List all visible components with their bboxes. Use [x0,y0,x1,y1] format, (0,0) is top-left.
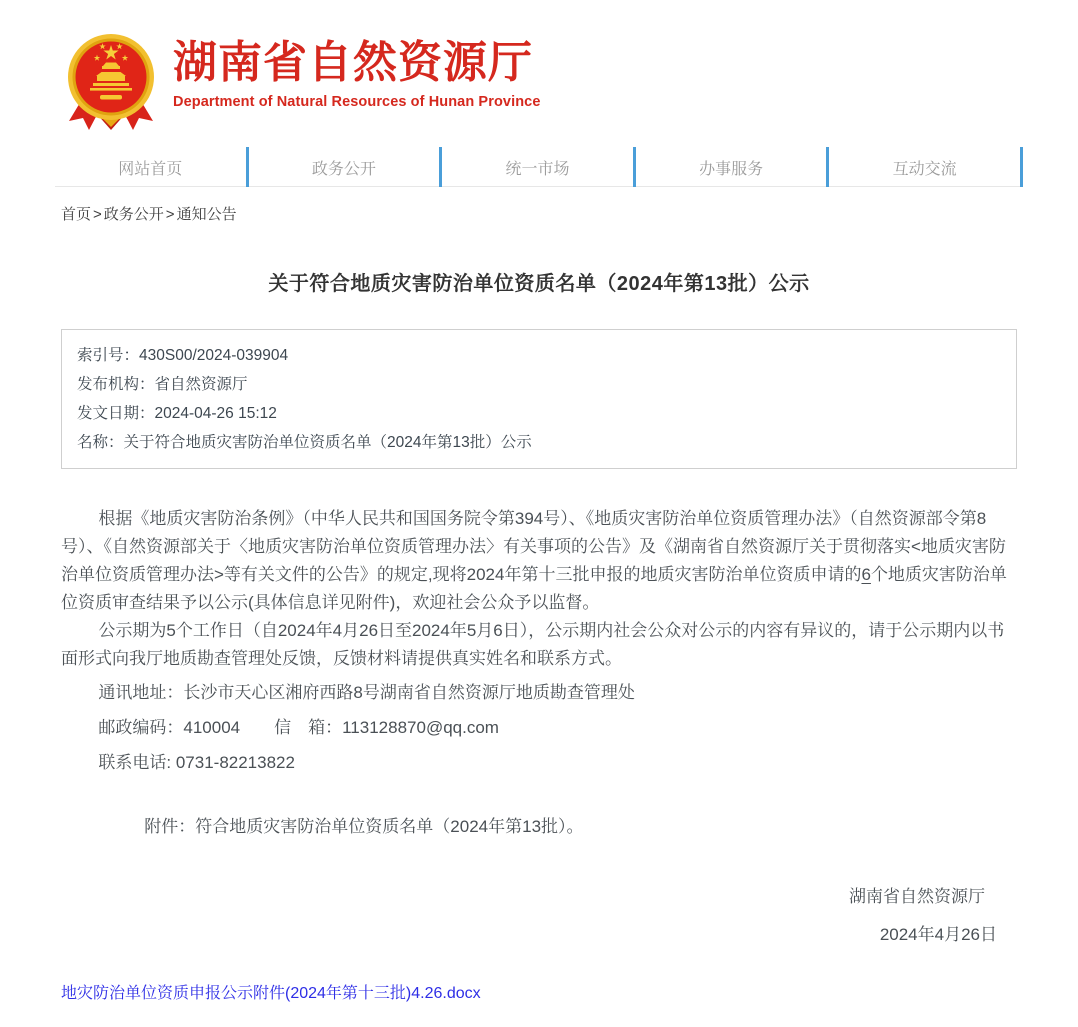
breadcrumb-gov-info[interactable]: 政务公开 [103,206,164,223]
meta-label: 名称： [77,434,124,451]
paragraph-text: 根据《地质灾害防治条例》（中华人民共和国国务院令第394号）、《地质灾害防治单位资质管理办法》（自然资源部令第8号）、《自然资源部关于〈地质灾害防治单位资质管理办法〉有关事项的公告》及《湖南省自然资源厅关于贯彻落实<地质灾害防治单位资质管理办法>等有关文件的公告》的规定,现将2024年第十三批申报的地质灾害防治单位资质申请的 [61,509,1006,584]
meta-value: 关于符合地质灾害防治单位资质名单（2024年第13批）公示 [123,434,532,451]
contact-address: 通讯地址：长沙市天心区湘府西路8号湖南省自然资源厅地质勘查管理处 [98,683,635,702]
meta-row-index-number [77,341,1001,370]
signoff-organization: 湖南省自然资源厅 [849,887,985,906]
article [55,267,1023,950]
meta-label: 发布机构： [77,376,155,393]
nav-item-home[interactable]: 网站首页 [55,147,249,187]
contact-phone: 联系电话: 0731-82213822 [98,753,295,772]
meta-label: 发文日期： [77,405,155,422]
breadcrumb-home[interactable]: 首页 [61,206,92,223]
meta-row-document-name [77,428,1001,457]
site-header [55,0,1023,147]
paragraph-publicity-period: 公示期为5个工作日（自2024年4月26日至2024年5月6日），公示期内社会公众对公示的内容有异议的，请于公示期内以书面形式向我厅地质勘查管理处反馈，反馈材料请提供真实姓名和联系方式。 [61,621,1005,668]
signoff [61,882,1017,950]
main-nav [55,147,1023,187]
national-emblem-icon[interactable] [67,33,155,135]
document-meta-box [61,329,1017,469]
article-body [61,505,1017,950]
attachment-docx-link[interactable]: 地灾防治单位资质申报公示附件(2024年第十三批)4.26.docx [61,985,481,1002]
nav-item-interaction[interactable]: 互动交流 [829,147,1023,187]
breadcrumb-notices[interactable]: 通知公告 [176,206,237,223]
meta-value: 省自然资源厅 [154,376,248,393]
meta-row-issue-date [77,399,1001,428]
site-title: 湖南省自然资源厅 [173,38,533,87]
signoff-date: 2024年4月26日 [879,925,997,944]
nav-item-unified-market[interactable]: 统一市场 [442,147,636,187]
breadcrumb-separator: > [93,206,102,223]
site-title-english: Department of Natural Resources of Hunan Province [173,94,541,111]
nav-item-gov-info[interactable]: 政务公开 [249,147,443,187]
meta-row-issuing-agency [77,370,1001,399]
nav-item-services[interactable]: 办事服务 [636,147,830,187]
meta-label: 索引号： [77,347,140,364]
paragraph-text: 个地质灾害防治单位资质审查结果予以公示(具体信息详见附件)，欢迎社会公众予以监督。 [61,565,1007,612]
brand-text [173,33,540,110]
attachment-note: 附件：符合地质灾害防治单位资质名单（2024年第13批）。 [144,817,584,836]
paragraph-basis [61,505,1017,617]
breadcrumb-separator: > [165,206,175,223]
breadcrumb [55,187,1023,224]
contact-postal-email: 邮政编码：410004 信 箱：113128870@qq.com [98,718,499,737]
article-title: 关于符合地质灾害防治单位资质名单（2024年第13批）公示 [268,273,810,295]
underlined-count: 6 [861,565,871,584]
meta-value: 430S00/2024-039904 [139,347,289,364]
meta-value: 2024-04-26 15:12 [154,405,277,422]
